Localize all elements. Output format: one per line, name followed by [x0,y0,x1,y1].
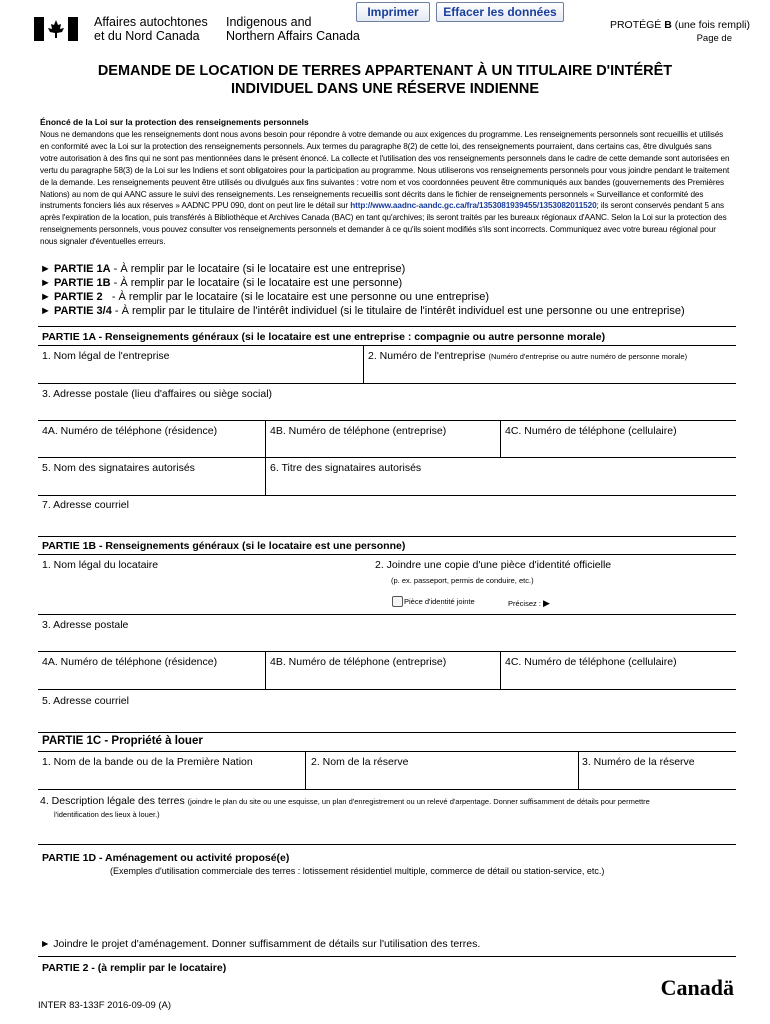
divider [38,495,736,496]
part1b-heading: PARTIE 1B - Renseignements généraux (si le locataire est une personne) [42,540,406,552]
department-name-fr [94,15,208,43]
divider [38,536,736,537]
divider [305,751,306,789]
part1a-email-label: 7. Adresse courriel [42,499,129,511]
dept-fr-line2: et du Nord Canada [94,29,200,43]
divider [38,457,736,458]
dept-en-line1: Indigenous and [226,15,312,29]
parts-list [40,262,685,318]
divider [500,420,501,457]
part1a-heading: PARTIE 1A - Renseignements généraux (si le locataire est une entreprise : compagnie ou autre personne morale) [42,331,606,343]
protected-suffix: (une fois rempli) [671,19,750,31]
part1c-reserve-name-label: 2. Nom de la réserve [311,756,409,768]
part1a-signatory-titles-label: 6. Titre des signataires autorisés [270,462,422,474]
divider [38,326,736,327]
parts-list-item: ► PARTIE 1A - À remplir par le locataire (si le locataire est une entreprise) [40,263,406,275]
canada-flag-icon [34,17,78,41]
form-number: INTER 83-133F 2016-09-09 (A) [38,1000,172,1011]
legal-description-note: (joindre le plan du site ou une esquisse, un plan d'enregistrement ou un relevé d'arpentage. Donner suffisamment de détails pour permettre [187,797,650,806]
part1b-phone-bus-label: 4B. Numéro de téléphone (entreprise) [270,656,447,668]
divider [38,956,736,957]
id-attached-checkbox[interactable] [392,596,403,607]
form-title [0,62,770,98]
part1b-phone-res-label: 4A. Numéro de téléphone (résidence) [42,656,218,668]
part1a-phone-bus-label: 4B. Numéro de téléphone (entreprise) [270,425,447,437]
specify-label [508,598,550,609]
divider [38,789,736,790]
divider [500,651,501,689]
part1b-phone-cell-label: 4C. Numéro de téléphone (cellulaire) [505,656,677,668]
part1a-phone-cell-label: 4C. Numéro de téléphone (cellulaire) [505,425,677,437]
print-button[interactable]: Imprimer [356,2,430,22]
legal-description-note2: l'identification des lieux à louer.) [54,810,160,819]
part1a-signatories-label: 5. Nom des signataires autorisés [42,462,195,474]
divider [578,751,579,789]
divider [38,614,736,615]
divider [38,651,736,652]
dept-en-line2: Northern Affairs Canada [226,29,360,43]
divider [38,751,736,752]
divider [38,554,736,555]
privacy-text-end: ; ils seront conservés pendant 5 ans après l'expiration de la location, puis transférés à Bibliothèque et Archives Canada (BAC) en tant qu'archives; ils seront traités par les bureaux régionaux d'AANC. Selon la Loi sur la protection des renseignements personnels, vous pouvez consulter vos renseignements personnels et demander à ce qu'ils soient modifiés s'ils sont incorrects. Communiquez avec votre bureau régional pour nous signaler d'éventuelles erreurs. [40,201,727,247]
privacy-heading: Énoncé de la Loi sur la protection des renseignements personnels [40,117,309,127]
parts-list-item: ► PARTIE 2 - À remplir par le locataire (si le locataire est une personne ou une entreprise) [40,291,490,303]
part1c-reserve-number-label: 3. Numéro de la réserve [582,756,695,768]
part-label: PARTIE 1A [53,263,111,275]
title-line1: DEMANDE DE LOCATION DE TERRES APPARTENANT À UN TITULAIRE D'INTÉRÊT [97,63,673,79]
part1c-band-name-label: 1. Nom de la bande ou de la Première Nation [42,756,253,768]
divider [38,844,736,845]
part-text: - À remplir par le titulaire de l'intérêt individuel (si le titulaire de l'intérêt individuel est une personne ou une entreprise) [111,305,685,317]
business-number-text: 2. Numéro de l'entreprise [368,350,486,362]
part-text: - À remplir par le locataire (si le locataire est une personne) [110,277,403,289]
privacy-text: Nous ne demandons que les renseignements dont nous avons besoin pour répondre à votre demande ou aux exigences du programme. Les renseignements personnels sont recueillis et utilisés en conformité avec la Loi sur la protection des renseignements personnels. Aux termes du paragraphe 8(2) de cette loi, des renseignements pourraient, dans certains cas, être divulgués sans votre autorisation à des fins qui ne sont pas mentionnées dans le présent énoncé. La collecte et l'utilisation des vos renseignements personnels dans le cadre de cette demande sont autorisées en vertu du paragraphe 58(3) de la Loi sur les Indiens et sont obligatoires pour la participation au programme. Nous utiliserons vos renseignements personnels pour vous joindre pendant le traitement de la demande. Les renseignements peuvent être utilisés ou divulgués aux fins suivantes : votre nom et vos coordonnées peuvent être communiqués aux bandes (gouvernements des Premières Nations) au nom de qui AANC assure le suivi des renseignements. Les renseignements recueillis sont décrits dans le fichier de renseignements personnels « Surveillance et conformité des instruments fonciers liés aux réserves » AADNC PPU 090, dont on peut lire le détail sur [40,130,730,211]
part1d-examples: (Exemples d'utilisation commerciale des terres : lotissement résidentiel multiple, commerce de détail ou station-service, etc.) [110,866,605,876]
divider [38,689,736,690]
dept-fr-line1: Affaires autochtones [94,15,208,29]
part2-heading: PARTIE 2 - (à remplir par le locataire) [42,962,227,974]
department-name-en [226,15,360,43]
parts-list-item: ► PARTIE 3/4 - À remplir par le titulaire de l'intérêt individuel (si le titulaire de l'intérêt individuel est une personne ou une entreprise) [40,305,685,317]
divider [38,383,736,384]
page-label: Page de [696,33,732,44]
part1a-address-label: 3. Adresse postale (lieu d'affaires ou siège social) [42,388,273,400]
part-label: PARTIE 3/4 [53,305,112,317]
part1a-business-number-label [368,350,687,362]
divider [363,345,364,383]
part1d-attach-note: ► Joindre le projet d'aménagement. Donner suffisamment de détails sur l'utilisation des terres. [40,938,481,950]
clear-data-button[interactable]: Effacer les données [436,2,564,22]
protected-level: B [664,19,672,31]
part1b-id-examples: (p. ex. passeport, permis de conduire, etc.) [391,576,534,585]
part-label: PARTIE 2 [53,291,103,303]
protected-prefix: PROTÉGÉ [609,19,665,31]
privacy-link[interactable]: http://www.aadnc-aandc.gc.ca/fra/1353081939455/1353082011520 [350,201,597,211]
divider [38,345,736,346]
parts-list-item: ► PARTIE 1B - À remplir par le locataire (si le locataire est une personne) [40,277,403,289]
part1d-heading: PARTIE 1D - Aménagement ou activité proposé(e) [42,852,290,864]
legal-description-text: 4. Description légale des terres [40,795,185,807]
part-text: - À remplir par le locataire (si le locataire est une personne ou une entreprise) [102,291,490,303]
part-text: - À remplir par le locataire (si le locataire est une entreprise) [110,263,406,275]
protected-b-label [610,19,750,45]
part1b-address-label: 3. Adresse postale [42,619,129,631]
specify-text: Précisez : [508,599,541,608]
id-attached-label: Pièce d'identité jointe [404,597,475,606]
part1a-phone-res-label: 4A. Numéro de téléphone (résidence) [42,425,218,437]
canada-wordmark: Canadä [660,975,734,1000]
part-label: PARTIE 1B [53,277,111,289]
business-number-note: (Numéro d'entreprise ou autre numéro de personne morale) [488,352,688,361]
part1b-email-label: 5. Adresse courriel [42,695,129,707]
title-line2: INDIVIDUEL DANS UNE RÉSERVE INDIENNE [230,81,540,97]
part1b-id-copy-label: 2. Joindre une copie d'une pièce d'identité officielle [375,559,612,571]
part1b-legal-name-label: 1. Nom légal du locataire [42,559,159,571]
divider [38,420,736,421]
privacy-statement [40,129,730,248]
divider [38,732,736,733]
part1c-heading: PARTIE 1C - Propriété à louer [42,735,203,747]
part1c-legal-description-label [40,795,650,807]
part1a-legal-name-label: 1. Nom légal de l'entreprise [42,350,170,362]
divider [265,651,266,689]
specify-arrow-icon: ▶ [543,598,550,608]
